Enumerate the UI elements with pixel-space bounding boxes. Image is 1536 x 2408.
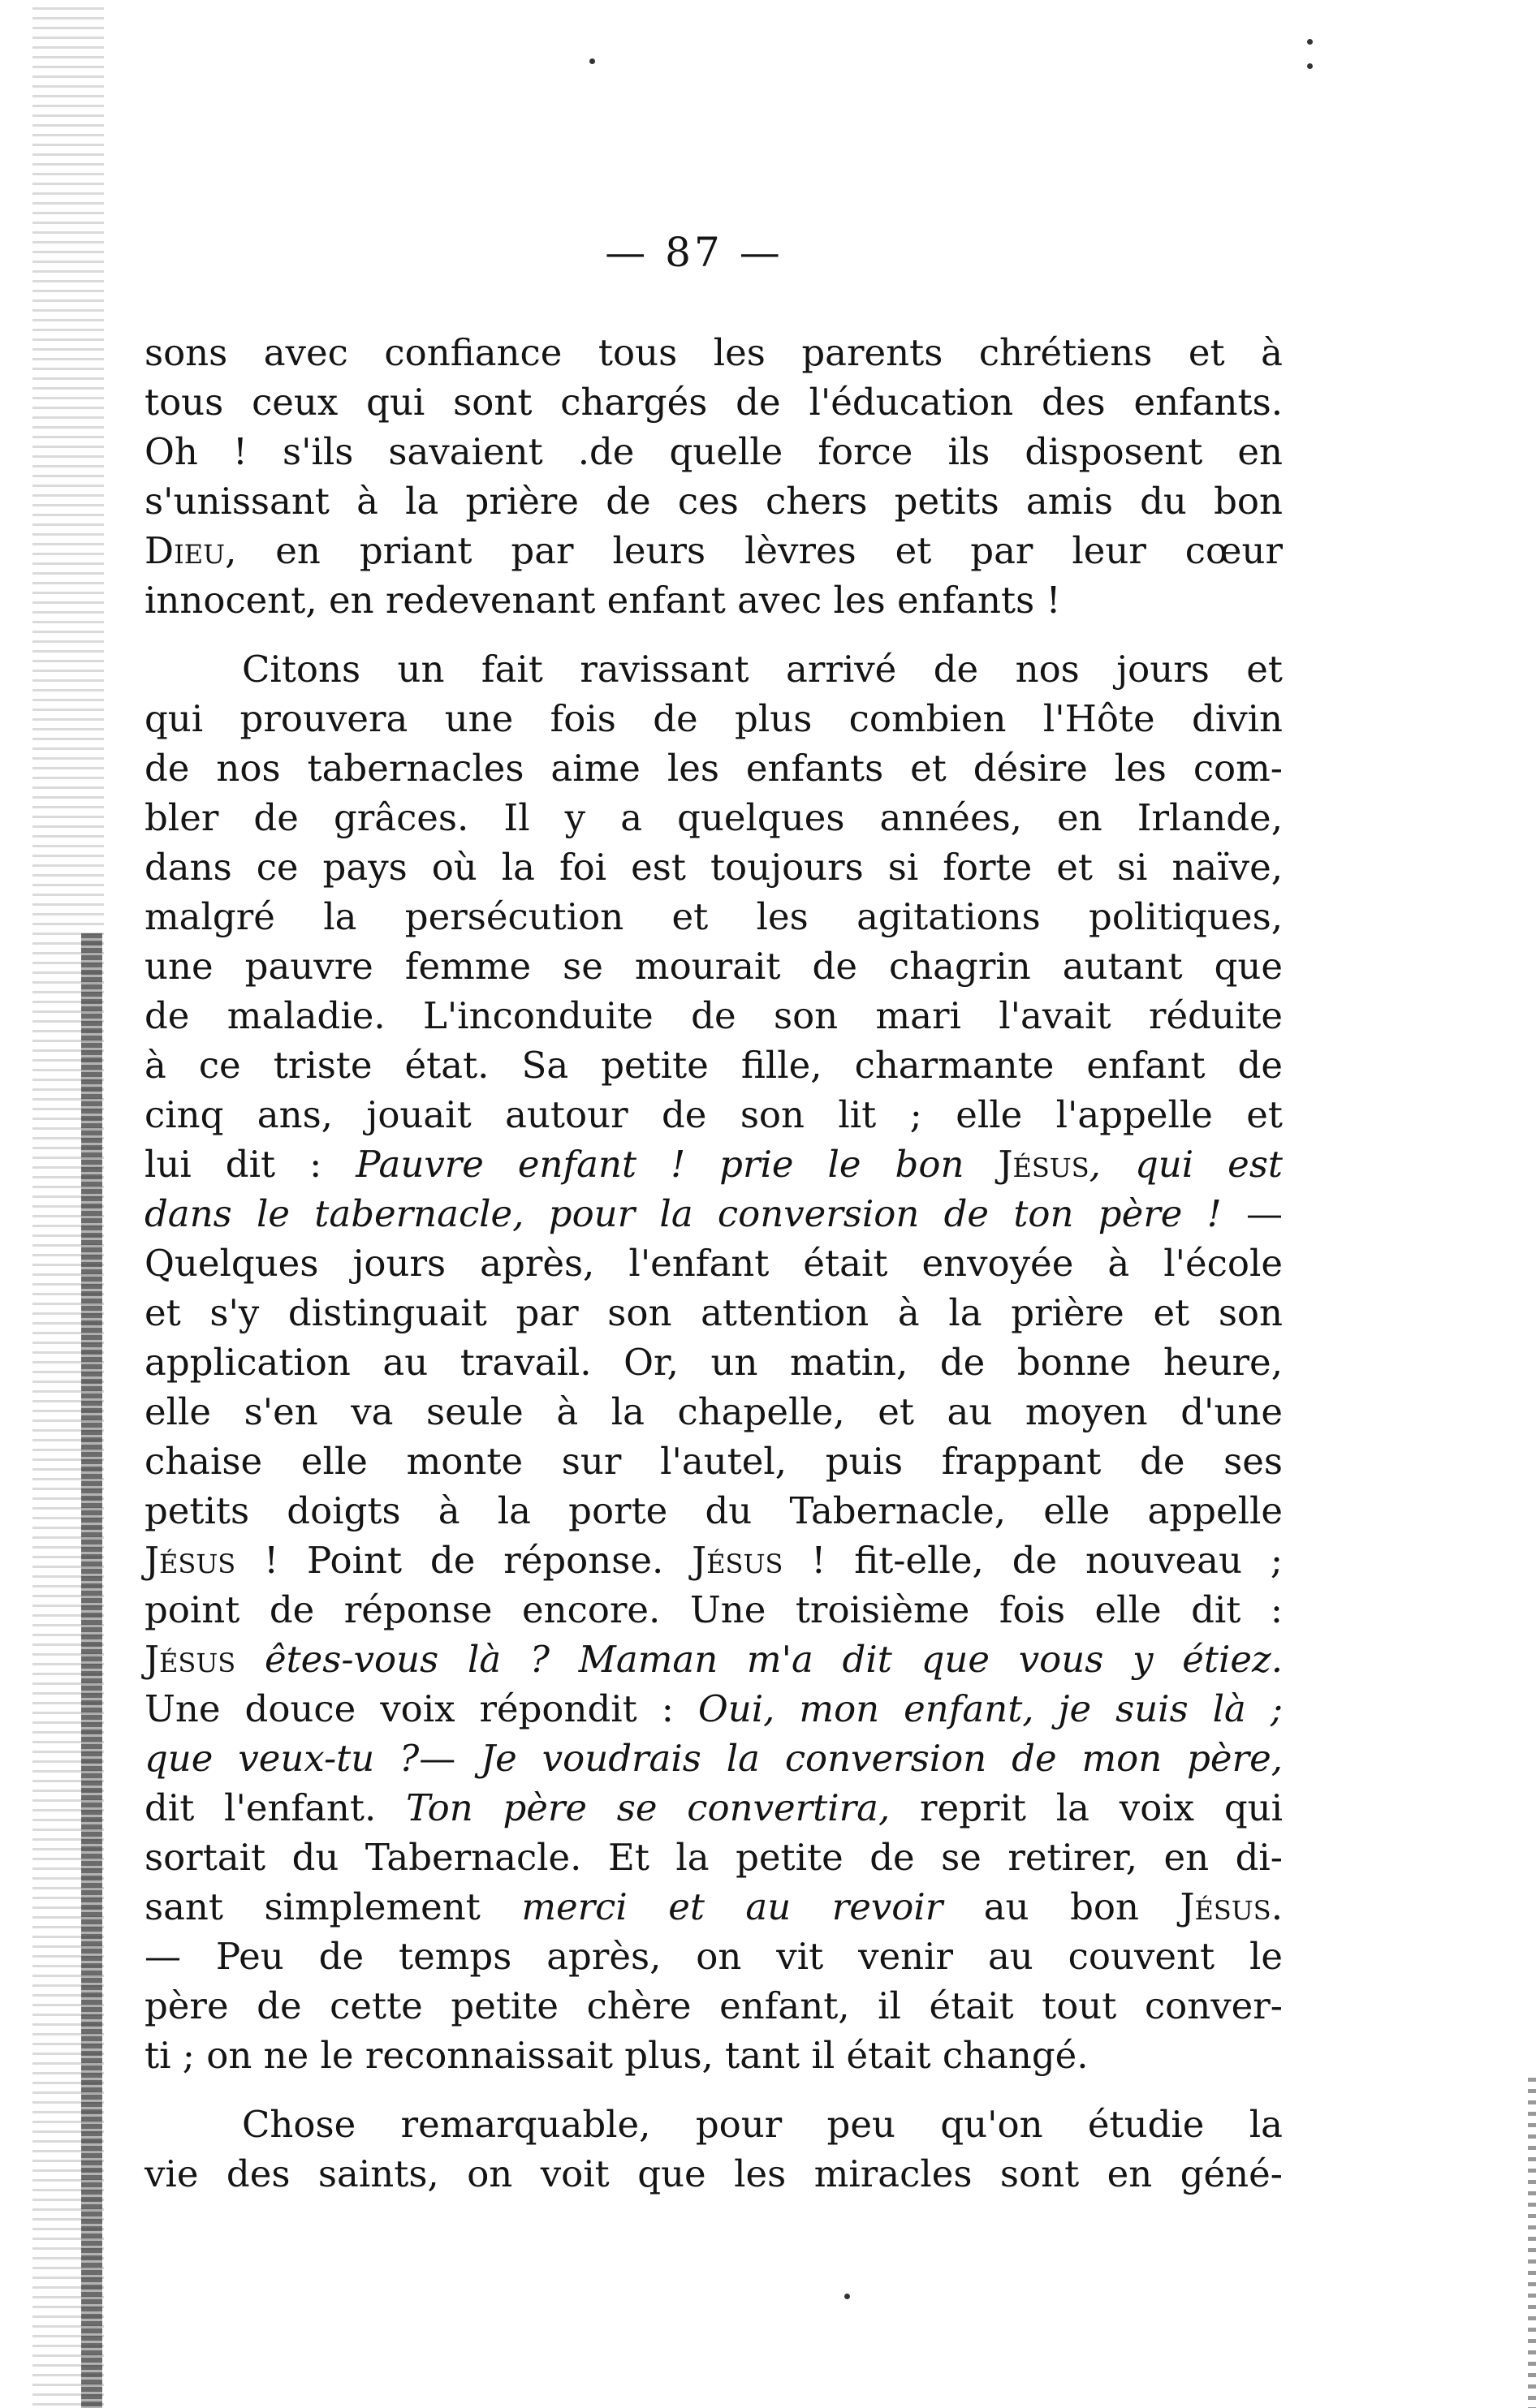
text-line	[145, 793, 1283, 842]
text-line	[145, 1437, 1283, 1486]
text-line	[145, 1932, 1283, 1981]
text-run: dans ce pays où la foi est toujours si forte et si naïve,	[145, 846, 1283, 889]
italic-text: Je voudrais la conversion de mon père,	[481, 1737, 1284, 1780]
text-line	[145, 1090, 1283, 1139]
italic-text: Oui, mon enfant, je suis là ;	[697, 1687, 1283, 1730]
text-run: père de cette petite chère enfant, il était tout conver-	[145, 1984, 1283, 2027]
text-line	[145, 1536, 1283, 1585]
text-line	[145, 476, 1283, 526]
text-run: ti ; on ne le reconnaissait plus, tant il était changé.	[145, 2034, 1089, 2077]
scan-speck	[1307, 39, 1313, 45]
text-line	[145, 1338, 1283, 1387]
text-line	[145, 1585, 1283, 1635]
text-line	[145, 743, 1283, 793]
text-run: une pauvre femme se mourait de chagrin autant que	[145, 945, 1283, 988]
text-run: Oh ! s'ils savaient .de quelle force ils disposent en	[145, 430, 1283, 473]
text-line	[145, 377, 1283, 427]
text-run: point de réponse encore. Une troisième fois elle dit :	[145, 1588, 1283, 1631]
text-line	[145, 427, 1283, 476]
text-line	[145, 1635, 1283, 1684]
text-run: Citons un fait ravissant arrivé de nos jours et	[242, 648, 1283, 691]
text-run: — Peu de temps après, on vit venir au couvent le	[145, 1935, 1283, 1978]
text-run: petits doigts à la porte du Tabernacle, elle appelle	[145, 1489, 1283, 1532]
italic-text: Ton père se convertira,	[406, 1786, 891, 1829]
text-line	[145, 1833, 1283, 1882]
text-run: à ce triste état. Sa petite fille, charmante enfant de	[145, 1044, 1283, 1087]
text-line	[145, 2031, 1283, 2080]
text-line	[145, 1981, 1283, 2031]
text-run: sons avec confiance tous les parents chrétiens et à	[145, 331, 1283, 374]
text-run: .	[1271, 1885, 1283, 1928]
text-line	[145, 1288, 1283, 1338]
text-run: dit l'enfant.	[145, 1786, 407, 1829]
text-line	[145, 644, 1283, 694]
page-body-text	[145, 328, 1283, 2199]
text-run: cinq ans, jouait autour de son lit ; elle l'appelle et	[145, 1093, 1283, 1136]
small-caps-word: Dieu	[145, 529, 226, 572]
text-run: et s'y distinguait par son attention à la prière et son	[145, 1291, 1283, 1334]
scan-speck	[844, 2294, 850, 2299]
scan-speck	[1307, 63, 1313, 69]
italic-text: merci et au revoir	[521, 1885, 943, 1928]
text-line	[145, 1684, 1283, 1734]
scanned-right-edge	[1528, 2078, 1536, 2408]
text-run: innocent, en redevenant enfant avec les enfants !	[145, 579, 1061, 622]
paragraph-gap	[145, 2080, 1283, 2100]
italic-text: dans le tabernacle, pour la conversion de ton père !	[145, 1192, 1222, 1235]
paragraph-gap	[145, 625, 1283, 644]
text-line	[145, 2100, 1283, 2149]
text-run: de nos tabernacles aime les enfants et désire les com-	[145, 747, 1283, 790]
text-line	[145, 892, 1283, 941]
scan-speck	[589, 58, 595, 64]
text-line	[145, 1238, 1283, 1288]
text-run: ! fit-elle, de nouveau ;	[783, 1539, 1283, 1582]
italic-text: êtes-vous là ? Maman m'a dit que vous y étiez.	[235, 1638, 1283, 1681]
text-line	[145, 1189, 1283, 1238]
text-line	[145, 991, 1283, 1040]
text-run: vie des saints, on voit que les miracles sont en géné-	[145, 2152, 1283, 2195]
small-caps-word: Jésus	[145, 1638, 236, 1681]
text-line	[145, 1882, 1283, 1932]
text-run: reprit la voix qui	[890, 1786, 1284, 1829]
text-line	[145, 1734, 1283, 1783]
text-line	[145, 1387, 1283, 1437]
text-run: Une douce voix répondit :	[145, 1687, 698, 1730]
text-line	[145, 526, 1283, 575]
paragraph	[145, 328, 1283, 625]
small-caps-word: Jésus	[145, 1539, 236, 1582]
text-line	[145, 2149, 1283, 2199]
text-line	[145, 941, 1283, 991]
text-run: Quelques jours après, l'enfant était envoyée à l'école	[145, 1242, 1283, 1285]
text-run: qui prouvera une fois de plus combien l'Hôte divin	[145, 697, 1283, 740]
italic-text: que veux-tu ?	[145, 1737, 420, 1780]
text-run: , en priant par leurs lèvres et par leur cœur	[225, 529, 1283, 572]
text-line	[145, 694, 1283, 743]
text-line	[145, 1040, 1283, 1090]
text-run: application au travail. Or, un matin, de bonne heure,	[145, 1341, 1283, 1384]
text-run: chaise elle monte sur l'autel, puis frappant de ses	[145, 1440, 1283, 1483]
italic-text: , qui est	[1089, 1143, 1283, 1186]
small-caps-word: Jésus	[998, 1143, 1089, 1186]
italic-text: Pauvre enfant ! prie le bon	[356, 1143, 999, 1186]
small-caps-word: Jésus	[692, 1539, 783, 1582]
text-run: —	[419, 1737, 481, 1780]
text-line	[145, 1783, 1283, 1833]
text-run: —	[1221, 1192, 1283, 1235]
text-run: lui dit :	[145, 1143, 356, 1186]
text-run: sortait du Tabernacle. Et la petite de se retirer, en di-	[145, 1836, 1283, 1879]
text-run: ! Point de réponse.	[235, 1539, 692, 1582]
text-line	[145, 328, 1283, 377]
text-run: sant simplement	[145, 1885, 522, 1928]
text-run: tous ceux qui sont chargés de l'éducation des enfants.	[145, 381, 1283, 424]
text-run: malgré la persécution et les agitations politiques,	[145, 895, 1283, 938]
text-line	[145, 842, 1283, 892]
text-line	[145, 1486, 1283, 1536]
text-run: elle s'en va seule à la chapelle, et au moyen d'une	[145, 1390, 1283, 1433]
text-run: de maladie. L'inconduite de son mari l'avait réduite	[145, 994, 1283, 1037]
paragraph	[145, 644, 1283, 2080]
small-caps-word: Jésus	[1180, 1885, 1271, 1928]
text-run: bler de grâces. Il y a quelques années, en Irlande,	[145, 796, 1283, 839]
text-line	[145, 1139, 1283, 1189]
text-run: s'unissant à la prière de ces chers petits amis du bon	[145, 480, 1283, 523]
paragraph	[145, 2100, 1283, 2199]
page-number: — 87 —	[605, 229, 783, 276]
text-line	[145, 575, 1283, 625]
text-run: Chose remarquable, pour peu qu'on étudie la	[242, 2103, 1283, 2146]
text-run: au bon	[943, 1885, 1180, 1928]
scanned-binding-shadow	[81, 933, 102, 2408]
